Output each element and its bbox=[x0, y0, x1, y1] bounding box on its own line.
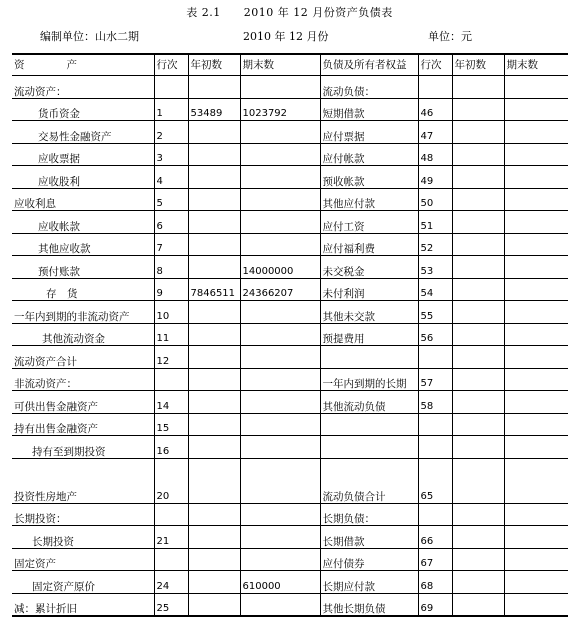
asset-line-cell bbox=[154, 76, 188, 99]
liability-closing-cell bbox=[504, 436, 568, 459]
header-row bbox=[12, 54, 568, 76]
liability-opening-cell bbox=[452, 548, 504, 571]
liability-closing-cell bbox=[504, 413, 568, 436]
header-line-no-2: 行次 bbox=[418, 54, 452, 76]
asset-closing-cell: 610000 bbox=[240, 571, 320, 594]
liability-name-cell: 短期借款 bbox=[320, 98, 418, 121]
asset-opening-cell bbox=[188, 121, 240, 144]
liability-line-cell: 53 bbox=[418, 256, 452, 279]
asset-opening-cell bbox=[188, 143, 240, 166]
liability-name-cell: 其他应付款 bbox=[320, 188, 418, 211]
liability-opening-cell bbox=[452, 436, 504, 459]
asset-name-cell: 应收票据 bbox=[12, 143, 154, 166]
asset-name-cell: 可供出售金融资产 bbox=[12, 391, 154, 414]
liability-opening-cell bbox=[452, 526, 504, 549]
asset-line-cell bbox=[154, 368, 188, 391]
asset-name-cell: 交易性金融资产 bbox=[12, 121, 154, 144]
asset-name-cell: 投资性房地产 bbox=[12, 458, 154, 503]
asset-closing-cell bbox=[240, 436, 320, 459]
liability-closing-cell bbox=[504, 278, 568, 301]
liability-opening-cell bbox=[452, 233, 504, 256]
liability-line-cell bbox=[418, 346, 452, 369]
asset-opening-cell bbox=[188, 413, 240, 436]
asset-opening-cell bbox=[188, 256, 240, 279]
asset-line-cell: 5 bbox=[154, 188, 188, 211]
asset-name-cell: 存 货 bbox=[12, 278, 154, 301]
table-row bbox=[12, 233, 568, 256]
liability-name-cell: 应付福利费 bbox=[320, 233, 418, 256]
table-row bbox=[12, 301, 568, 324]
liability-closing-cell bbox=[504, 121, 568, 144]
asset-name-cell: 其他应收款 bbox=[12, 233, 154, 256]
asset-closing-cell bbox=[240, 121, 320, 144]
liability-name-cell: 应付债券 bbox=[320, 548, 418, 571]
liability-opening-cell bbox=[452, 368, 504, 391]
liability-opening-cell bbox=[452, 301, 504, 324]
header-opening: 年初数 bbox=[188, 54, 240, 76]
asset-closing-cell bbox=[240, 458, 320, 503]
asset-opening-cell bbox=[188, 548, 240, 571]
header-closing-2: 期末数 bbox=[504, 54, 568, 76]
asset-closing-cell bbox=[240, 391, 320, 414]
asset-line-cell: 9 bbox=[154, 278, 188, 301]
liability-name-cell: 应付票据 bbox=[320, 121, 418, 144]
table-row bbox=[12, 458, 568, 503]
liability-closing-cell bbox=[504, 301, 568, 324]
asset-closing-cell bbox=[240, 143, 320, 166]
header-closing: 期末数 bbox=[240, 54, 320, 76]
table-row bbox=[12, 76, 568, 99]
asset-line-cell: 21 bbox=[154, 526, 188, 549]
liability-line-cell: 67 bbox=[418, 548, 452, 571]
asset-line-cell bbox=[154, 503, 188, 526]
liability-closing-cell bbox=[504, 233, 568, 256]
asset-name-cell: 固定资产 bbox=[12, 548, 154, 571]
liability-name-cell: 应付帐款 bbox=[320, 143, 418, 166]
table-row bbox=[12, 98, 568, 121]
liability-closing-cell bbox=[504, 166, 568, 189]
asset-line-cell: 7 bbox=[154, 233, 188, 256]
asset-opening-cell bbox=[188, 503, 240, 526]
asset-name-cell: 长期投资 bbox=[12, 526, 154, 549]
header-opening-2: 年初数 bbox=[452, 54, 504, 76]
compiler-label: 编制单位：山水二期 bbox=[40, 30, 139, 43]
liability-name-cell bbox=[320, 436, 418, 459]
asset-name-cell: 货币资金 bbox=[12, 98, 154, 121]
asset-opening-cell bbox=[188, 571, 240, 594]
asset-opening-cell bbox=[188, 458, 240, 503]
liability-name-cell bbox=[320, 413, 418, 436]
header-line-no: 行次 bbox=[154, 54, 188, 76]
liability-line-cell: 69 bbox=[418, 593, 452, 616]
liability-name-cell: 其他未交款 bbox=[320, 301, 418, 324]
table-row bbox=[12, 166, 568, 189]
asset-line-cell: 4 bbox=[154, 166, 188, 189]
table-row bbox=[12, 391, 568, 414]
table-row bbox=[12, 256, 568, 279]
asset-line-cell: 1 bbox=[154, 98, 188, 121]
liability-opening-cell bbox=[452, 458, 504, 503]
liability-line-cell: 66 bbox=[418, 526, 452, 549]
asset-line-cell: 20 bbox=[154, 458, 188, 503]
period-label: 2010 年 12 月份 bbox=[243, 30, 329, 43]
liability-line-cell: 51 bbox=[418, 211, 452, 234]
asset-line-cell: 11 bbox=[154, 323, 188, 346]
liability-opening-cell bbox=[452, 143, 504, 166]
asset-line-cell: 10 bbox=[154, 301, 188, 324]
asset-name-cell: 持有至到期投资 bbox=[12, 436, 154, 459]
liability-name-cell: 长期负债： bbox=[320, 503, 418, 526]
asset-closing-cell: 14000000 bbox=[240, 256, 320, 279]
liability-closing-cell bbox=[504, 346, 568, 369]
liability-closing-cell bbox=[504, 368, 568, 391]
liability-opening-cell bbox=[452, 593, 504, 616]
liability-name-cell: 其他流动负债 bbox=[320, 391, 418, 414]
asset-line-cell bbox=[154, 548, 188, 571]
liability-line-cell bbox=[418, 436, 452, 459]
asset-opening-cell bbox=[188, 166, 240, 189]
liability-closing-cell bbox=[504, 323, 568, 346]
table-row bbox=[12, 121, 568, 144]
liability-closing-cell bbox=[504, 503, 568, 526]
liability-line-cell bbox=[418, 76, 452, 99]
asset-name-cell: 流动资产： bbox=[12, 76, 154, 99]
liability-opening-cell bbox=[452, 503, 504, 526]
asset-line-cell: 8 bbox=[154, 256, 188, 279]
asset-name-cell: 流动资产合计 bbox=[12, 346, 154, 369]
asset-closing-cell: 1023792 bbox=[240, 98, 320, 121]
table-row bbox=[12, 323, 568, 346]
asset-opening-cell bbox=[188, 593, 240, 616]
liability-line-cell: 47 bbox=[418, 121, 452, 144]
liability-line-cell: 58 bbox=[418, 391, 452, 414]
liability-line-cell: 46 bbox=[418, 98, 452, 121]
balance-sheet-table bbox=[12, 53, 568, 617]
liability-opening-cell bbox=[452, 121, 504, 144]
asset-closing-cell bbox=[240, 323, 320, 346]
asset-line-cell: 6 bbox=[154, 211, 188, 234]
liability-line-cell bbox=[418, 503, 452, 526]
asset-name-cell: 应收利息 bbox=[12, 188, 154, 211]
liability-name-cell bbox=[320, 346, 418, 369]
asset-name-cell: 一年内到期的非流动资产 bbox=[12, 301, 154, 324]
asset-name-cell: 应收股利 bbox=[12, 166, 154, 189]
asset-opening-cell bbox=[188, 391, 240, 414]
asset-name-cell: 长期投资： bbox=[12, 503, 154, 526]
asset-opening-cell bbox=[188, 301, 240, 324]
liability-name-cell: 未交税金 bbox=[320, 256, 418, 279]
table-row bbox=[12, 211, 568, 234]
table-row bbox=[12, 346, 568, 369]
asset-opening-cell bbox=[188, 436, 240, 459]
asset-opening-cell bbox=[188, 526, 240, 549]
table-title: 表 2.1 2010 年 12 月份资产负债表 bbox=[186, 6, 393, 19]
liability-opening-cell bbox=[452, 323, 504, 346]
asset-closing-cell: 24366207 bbox=[240, 278, 320, 301]
liability-name-cell: 流动负债： bbox=[320, 76, 418, 99]
asset-closing-cell bbox=[240, 413, 320, 436]
liability-line-cell: 55 bbox=[418, 301, 452, 324]
liability-line-cell: 54 bbox=[418, 278, 452, 301]
liability-line-cell: 68 bbox=[418, 571, 452, 594]
asset-opening-cell bbox=[188, 211, 240, 234]
asset-opening-cell bbox=[188, 233, 240, 256]
liability-opening-cell bbox=[452, 571, 504, 594]
liability-line-cell: 65 bbox=[418, 458, 452, 503]
table-row bbox=[12, 413, 568, 436]
liability-name-cell: 流动负债合计 bbox=[320, 458, 418, 503]
asset-closing-cell bbox=[240, 526, 320, 549]
liability-closing-cell bbox=[504, 256, 568, 279]
header-liabilities: 负债及所有者权益 bbox=[320, 54, 418, 76]
asset-opening-cell bbox=[188, 346, 240, 369]
liability-opening-cell bbox=[452, 256, 504, 279]
asset-closing-cell bbox=[240, 346, 320, 369]
asset-line-cell: 25 bbox=[154, 593, 188, 616]
liability-name-cell: 其他长期负债 bbox=[320, 593, 418, 616]
liability-closing-cell bbox=[504, 391, 568, 414]
liability-opening-cell bbox=[452, 278, 504, 301]
asset-closing-cell bbox=[240, 166, 320, 189]
liability-closing-cell bbox=[504, 76, 568, 99]
liability-name-cell: 预提费用 bbox=[320, 323, 418, 346]
asset-opening-cell bbox=[188, 188, 240, 211]
asset-opening-cell bbox=[188, 323, 240, 346]
liability-line-cell: 56 bbox=[418, 323, 452, 346]
liability-name-cell: 未付利润 bbox=[320, 278, 418, 301]
asset-line-cell: 3 bbox=[154, 143, 188, 166]
liability-closing-cell bbox=[504, 571, 568, 594]
liability-closing-cell bbox=[504, 548, 568, 571]
liability-line-cell: 50 bbox=[418, 188, 452, 211]
asset-closing-cell bbox=[240, 76, 320, 99]
table-row bbox=[12, 593, 568, 616]
liability-line-cell bbox=[418, 413, 452, 436]
liability-line-cell: 49 bbox=[418, 166, 452, 189]
asset-opening-cell bbox=[188, 76, 240, 99]
asset-line-cell: 16 bbox=[154, 436, 188, 459]
table-row bbox=[12, 571, 568, 594]
liability-name-cell: 长期借款 bbox=[320, 526, 418, 549]
asset-line-cell: 15 bbox=[154, 413, 188, 436]
asset-line-cell: 2 bbox=[154, 121, 188, 144]
liability-closing-cell bbox=[504, 98, 568, 121]
liability-opening-cell bbox=[452, 211, 504, 234]
liability-line-cell: 52 bbox=[418, 233, 452, 256]
asset-line-cell: 14 bbox=[154, 391, 188, 414]
liability-closing-cell bbox=[504, 188, 568, 211]
unit-label: 单位：元 bbox=[428, 30, 472, 43]
asset-line-cell: 24 bbox=[154, 571, 188, 594]
asset-closing-cell bbox=[240, 548, 320, 571]
liability-opening-cell bbox=[452, 98, 504, 121]
asset-opening-cell: 7846511 bbox=[188, 278, 240, 301]
table-row bbox=[12, 503, 568, 526]
liability-closing-cell bbox=[504, 458, 568, 503]
asset-line-cell: 12 bbox=[154, 346, 188, 369]
liability-opening-cell bbox=[452, 346, 504, 369]
table-row bbox=[12, 188, 568, 211]
asset-closing-cell bbox=[240, 503, 320, 526]
asset-closing-cell bbox=[240, 233, 320, 256]
table-row bbox=[12, 143, 568, 166]
asset-name-cell: 其他流动资金 bbox=[12, 323, 154, 346]
asset-closing-cell bbox=[240, 188, 320, 211]
liability-opening-cell bbox=[452, 413, 504, 436]
liability-line-cell: 48 bbox=[418, 143, 452, 166]
asset-opening-cell bbox=[188, 368, 240, 391]
table-row bbox=[12, 278, 568, 301]
asset-closing-cell bbox=[240, 368, 320, 391]
liability-opening-cell bbox=[452, 76, 504, 99]
table-row bbox=[12, 526, 568, 549]
asset-name-cell: 预付账款 bbox=[12, 256, 154, 279]
asset-opening-cell: 53489 bbox=[188, 98, 240, 121]
asset-name-cell: 固定资产原价 bbox=[12, 571, 154, 594]
liability-name-cell: 一年内到期的长期 bbox=[320, 368, 418, 391]
asset-name-cell: 持有出售金融资产 bbox=[12, 413, 154, 436]
asset-closing-cell bbox=[240, 211, 320, 234]
liability-closing-cell bbox=[504, 211, 568, 234]
liability-closing-cell bbox=[504, 526, 568, 549]
liability-name-cell: 预收帐款 bbox=[320, 166, 418, 189]
liability-name-cell: 长期应付款 bbox=[320, 571, 418, 594]
liability-opening-cell bbox=[452, 166, 504, 189]
asset-closing-cell bbox=[240, 301, 320, 324]
liability-line-cell: 57 bbox=[418, 368, 452, 391]
asset-closing-cell bbox=[240, 593, 320, 616]
table-row bbox=[12, 436, 568, 459]
liability-closing-cell bbox=[504, 593, 568, 616]
header-assets: 资 产 bbox=[12, 54, 154, 76]
asset-name-cell: 非流动资产： bbox=[12, 368, 154, 391]
asset-name-cell: 应收帐款 bbox=[12, 211, 154, 234]
asset-name-cell: 减：累计折旧 bbox=[12, 593, 154, 616]
table-row bbox=[12, 368, 568, 391]
liability-opening-cell bbox=[452, 188, 504, 211]
liability-name-cell: 应付工资 bbox=[320, 211, 418, 234]
liability-opening-cell bbox=[452, 391, 504, 414]
liability-closing-cell bbox=[504, 143, 568, 166]
table-row bbox=[12, 548, 568, 571]
